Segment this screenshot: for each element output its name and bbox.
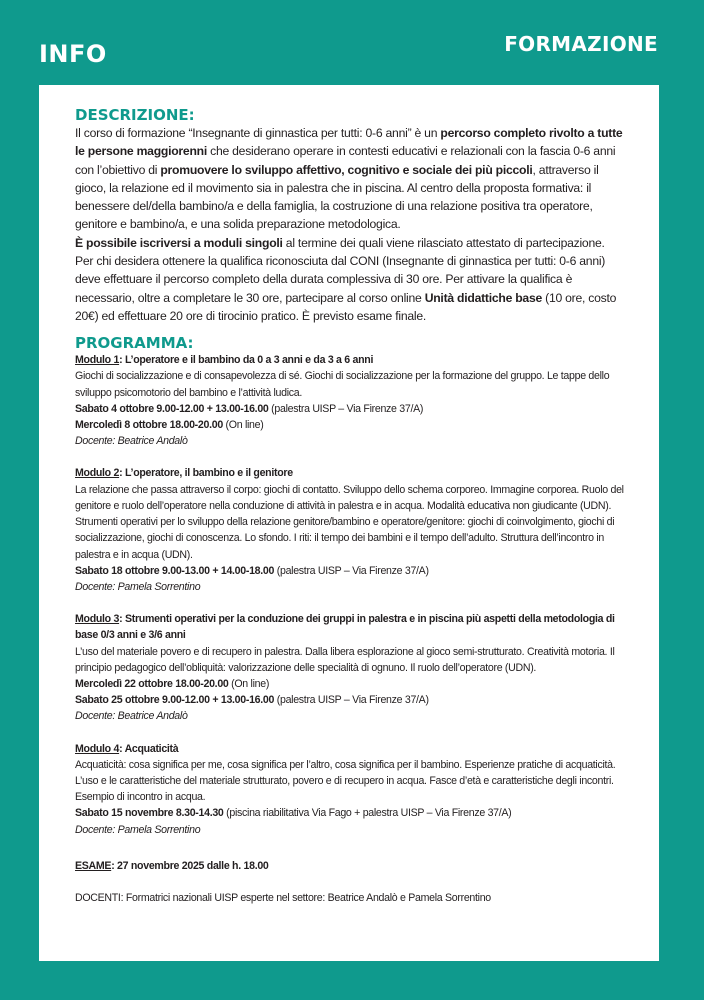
module-date-place: (On line) — [222, 419, 264, 432]
desc-p1-bold: percorso completo rivolto a tutte le persone maggiorenni — [75, 126, 623, 159]
module-date-time: Mercoledì 8 ottobre 18.00-20.00 — [75, 419, 223, 432]
module-docente: Docente: Pamela Sorrentino — [75, 823, 201, 836]
module-docente: Docente: Beatrice Andalò — [75, 710, 188, 723]
module-docente: Docente: Pamela Sorrentino — [75, 580, 201, 593]
content-card — [39, 85, 659, 961]
desc-p2-text: al termine dei quali viene rilasciato attestato di partecipazione. — [282, 235, 605, 250]
module-date — [75, 692, 629, 708]
module-date-time: Sabato 4 ottobre 9.00-12.00 + 13.00-16.00 — [75, 402, 269, 415]
module-description: Acquaticità: cosa significa per me, cosa significa per l’altro, cosa significa per il bambino. Esperienze pratiche di acquaticità. L’uso e le caratteristiche del materiale strutturato, povero e di recupero in acqua. Fasce d’età e caratteristiche degli incontri. Esempio di incontro in acqua. — [75, 758, 616, 804]
module-date-time: Mercoledì 22 ottobre 18.00-20.00 — [75, 677, 229, 690]
module-date — [75, 417, 629, 433]
modules-list — [75, 352, 629, 853]
desc-p1-text: che desiderano operare in contesti educativi e relazionali con la fascia 0-6 anni con l’obiettivo di — [75, 144, 616, 177]
module-date-time: Sabato 25 ottobre 9.00-12.00 + 13.00-16.00 — [75, 694, 275, 707]
module-label: Modulo 2 — [75, 467, 120, 480]
module-date-place: (palestra UISP – Via Firenze 37/A) — [268, 402, 424, 415]
module-label: Modulo 1 — [75, 354, 120, 367]
module-title-text: : L’operatore, il bambino e il genitore — [119, 467, 293, 480]
desc-p3-text: (10 ore, costo 20€) ed effettuare 20 ore di tirocinio pratico. È previsto esame finale. — [75, 290, 617, 323]
module-title — [75, 741, 629, 757]
descrizione-paragraph-1 — [75, 124, 629, 234]
module-label: Modulo 4 — [75, 742, 120, 755]
esame-label: ESAME — [75, 859, 112, 872]
module-date-place: (palestra UISP – Via Firenze 37/A) — [274, 564, 429, 577]
desc-p3-text: Per chi desidera ottenere la qualifica riconosciuta dal CONI (Insegnante di ginnastica per tutti: 0-6 anni) deve effettuare il percorso completo della durata complessiva di 30 ore. Per attivare la qualifica è necessario, oltre a completare le 30 ore, partecipare al corso online — [75, 254, 606, 305]
descrizione-heading: DESCRIZIONE: — [75, 106, 195, 124]
desc-p3-bold: Unità didattiche base — [424, 290, 543, 305]
programma-heading: PROGRAMMA: — [75, 334, 194, 353]
module-title — [75, 352, 629, 368]
header-formazione-title: FORMAZIONE — [504, 32, 658, 56]
descrizione-paragraph-2 — [75, 234, 629, 252]
docenti-line: DOCENTI: Formatrici nazionali UISP esperte nel settore: Beatrice Andalò e Pamela Sorrentino — [75, 891, 491, 904]
module-date — [75, 676, 629, 692]
descrizione-body — [75, 124, 629, 325]
esame-date: : 27 novembre 2025 dalle h. 18.00 — [111, 859, 269, 872]
module-date — [75, 563, 629, 579]
module-block — [75, 465, 629, 595]
module-title-text: : L’operatore e il bambino da 0 a 3 anni e da 3 a 6 anni — [119, 354, 374, 367]
desc-p1-text: , attraverso il gioco, la relazione ed il movimento sia in palestra che in piscina. Al centro della proposta formativa: il benessere del/della bambino/a e della famiglia, la costruzione di una relazione positiva tra operatore, genitore e bambino/a, e una solida preparazione metodologica. — [75, 162, 599, 232]
module-description: La relazione che passa attraverso il corpo: giochi di contatto. Sviluppo dello schema corporeo. Immagine corporea. Ruolo del genitore e ruolo dell’operatore nella conduzione di attività in palestra e in acqua. Modalità educativa non giudicante (UDN). Strumenti operativi per lo sviluppo della relazione genitore/bambino e operatore/genitore: giochi di coinvolgimento, giochi di socializzazione, giochi di conoscenza. Lo sfondo. I riti: il tempo dei bambini e il tempo dell’adulto. Struttura dell’incontro in palestra e in acqua (UDN). — [75, 483, 624, 561]
desc-p1-bold: promuovere lo sviluppo affettivo, cognitivo e sociale dei più piccoli — [160, 162, 533, 177]
module-date — [75, 401, 629, 417]
module-title — [75, 611, 629, 643]
module-title — [75, 465, 629, 481]
module-label: Modulo 3 — [75, 613, 120, 626]
module-block — [75, 352, 629, 449]
module-date-place: (piscina riabilitativa Via Fago + palestra UISP – Via Firenze 37/A) — [223, 807, 512, 820]
module-block — [75, 611, 629, 724]
descrizione-paragraph-3 — [75, 252, 629, 325]
header-info-title: INFO — [39, 40, 107, 68]
module-date-time: Sabato 18 ottobre 9.00-13.00 + 14.00-18.00 — [75, 564, 275, 577]
module-block — [75, 741, 629, 838]
module-date — [75, 805, 629, 821]
module-description: Giochi di socializzazione e di consapevolezza di sé. Giochi di socializzazione per la formazione del gruppo. Le tappe dello sviluppo psicomotorio del bambino e l’attività ludica. — [75, 370, 610, 399]
module-date-place: (On line) — [228, 677, 270, 690]
desc-p1-text: Il corso di formazione “Insegnante di ginnastica per tutti: 0-6 anni” è un — [75, 126, 441, 140]
module-date-time: Sabato 15 novembre 8.30-14.30 — [75, 807, 224, 820]
module-description: L’uso del materiale povero e di recupero in palestra. Dalla libera esplorazione al gioco semi-strutturato. Creatività motoria. Il principio pedagogico dell’obliquità: valorizzazione delle specialità di ognuno. Il ruolo dell’operatore (UDN). — [75, 645, 615, 674]
esame-line — [75, 858, 629, 874]
module-title-text: : Acquaticità — [119, 742, 179, 755]
module-title-text: : Strumenti operativi per la conduzione dei gruppi in palestra e in piscina più aspetti della metodologia di base 0/3 anni e 3/6 anni — [75, 613, 615, 642]
module-date-place: (palestra UISP – Via Firenze 37/A) — [274, 694, 429, 707]
desc-p2-bold: È possibile iscriversi a moduli singoli — [75, 235, 283, 250]
module-docente: Docente: Beatrice Andalò — [75, 435, 188, 448]
